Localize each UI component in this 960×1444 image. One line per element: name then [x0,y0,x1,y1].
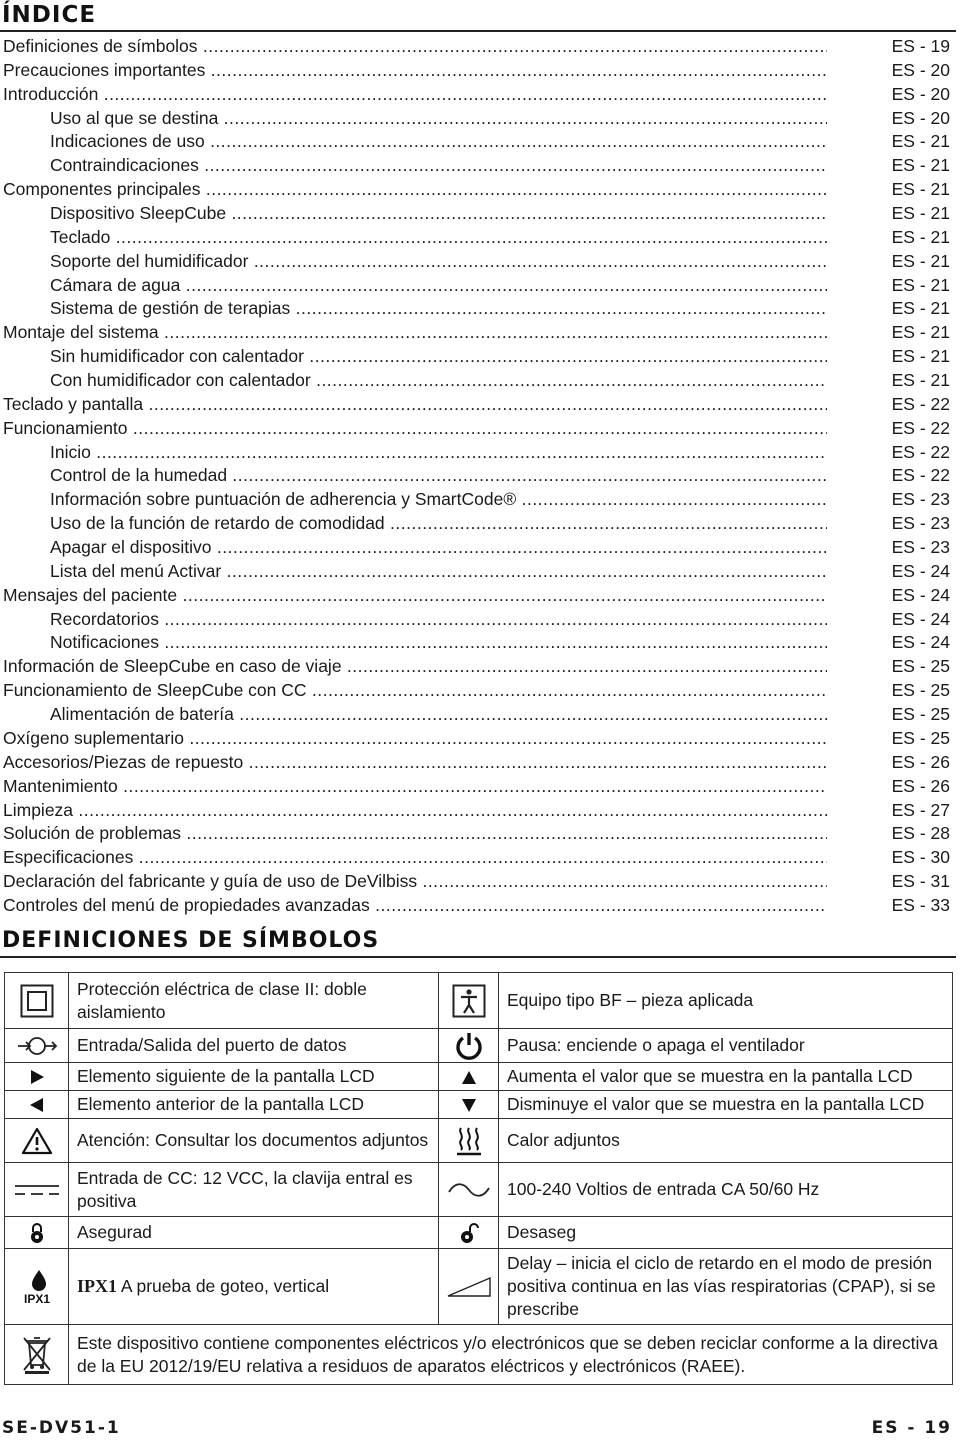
toc-entry [0,83,952,107]
toc-entry-page: ES - 21 [891,322,950,343]
toc-entry [0,178,952,202]
delay-ramp-icon [439,1249,499,1325]
toc-entry [0,870,952,894]
toc-entry-page: ES - 28 [891,823,950,844]
toc-entry-title: Sin humidificador con calentador ..... [50,345,827,369]
symbol-row [5,1217,953,1249]
toc-entry [0,35,952,59]
toc-entry-title: Notificaciones ..... [50,631,827,655]
toc-entry-page: ES - 22 [891,417,950,438]
toc-entry-title: Información sobre puntuación de adherencia y SmartCode® ..... [50,488,827,512]
toc-entry-title: Apagar el dispositivo ..... [50,536,827,560]
toc-entry [0,679,952,703]
toc-entry-page: ES - 20 [891,107,950,128]
toc-entry-page: ES - 21 [891,274,950,295]
toc-entry [0,130,952,154]
toc-entry-page: ES - 20 [891,83,950,104]
toc-entry-title: Uso al que se destina ..... [50,107,827,131]
symbol-description: Aumenta el valor que se muestra en la pantalla LCD [499,1063,953,1091]
data-port-icon [5,1029,69,1063]
toc-entry-page: ES - 21 [891,370,950,391]
toc-entry-page: ES - 20 [891,59,950,80]
toc-entry-title: Soporte del humidificador ..... [50,250,827,274]
toc-entry-title: Contraindicaciones ..... [50,154,827,178]
symbol-description: Delay – inicia el ciclo de retardo en el modo de presión positiva continua en las vías respiratorias (CPAP), si se prescribe [499,1249,953,1325]
toc-entry [0,751,952,775]
symbol-description: Equipo tipo BF – pieza aplicada [499,973,953,1029]
toc-entry-page: ES - 25 [891,727,950,748]
type-bf-person-icon [439,973,499,1029]
toc-entry [0,464,952,488]
toc-entry [0,297,952,321]
toc-entry-title: Uso de la función de retardo de comodidad ..... [50,512,827,536]
toc-entry-title: Limpieza ..... [3,799,827,823]
symbol-description: Atención: Consultar los documentos adjuntos [69,1119,439,1163]
power-icon [439,1029,499,1063]
toc-entry [0,655,952,679]
toc-entry [0,107,952,131]
page-number: ES - 19 [871,1418,952,1438]
toc-entry [0,417,952,441]
symbol-description: Elemento anterior de la pantalla LCD [69,1091,439,1119]
symbol-description: Calor adjuntos [499,1119,953,1163]
heat-icon [439,1119,499,1163]
toc-entry-title: Control de la humedad ..... [50,464,827,488]
toc-entry [0,250,952,274]
ac-wave-icon [439,1163,499,1217]
toc-entry [0,846,952,870]
toc-entry-title: Montaje del sistema ..... [3,321,827,345]
toc-entry-page: ES - 31 [891,871,950,892]
symbol-row [5,1063,953,1091]
symbol-row [5,1029,953,1063]
toc-entry-page: ES - 26 [891,751,950,772]
toc-entry-title: Funcionamiento de SleepCube con CC ..... [3,679,827,703]
toc-entry-page: ES - 25 [891,656,950,677]
toc-entry-page: ES - 26 [891,775,950,796]
symbol-description: Disminuye el valor que se muestra en la pantalla LCD [499,1091,953,1119]
toc-entry [0,894,952,918]
symbol-row-weee [5,1325,953,1385]
toc-entry [0,799,952,823]
ipx1-icon-label: IPX1 [23,1291,50,1306]
toc-entry-page: ES - 21 [891,155,950,176]
ipx1-text: A prueba de goteo, vertical [120,1276,330,1296]
toc-entry-page: ES - 23 [891,537,950,558]
table-of-contents [0,35,952,918]
toc-entry-title: Declaración del fabricante y guía de uso de DeVilbiss ..... [3,870,827,894]
toc-entry-page: ES - 21 [891,226,950,247]
toc-entry [0,703,952,727]
toc-entry-title: Introducción ..... [3,83,827,107]
symbols-heading-rule [0,956,956,958]
toc-entry-page: ES - 23 [891,513,950,534]
symbol-row [5,1119,953,1163]
symbol-row [5,973,953,1029]
symbol-description: Asegurad [69,1217,439,1249]
lock-icon [5,1217,69,1249]
triangle-right-icon [5,1063,69,1091]
toc-entry-title: Inicio ..... [50,441,827,465]
toc-entry-page: ES - 21 [891,346,950,367]
toc-entry-title: Definiciones de símbolos ..... [3,35,827,59]
symbols-heading: DEFINICIONES DE SÍMBOLOS [2,928,380,953]
toc-entry-page: ES - 24 [891,560,950,581]
triangle-down-icon [439,1091,499,1119]
symbol-row [5,1163,953,1217]
toc-entry-page: ES - 27 [891,799,950,820]
symbol-row [5,1249,953,1325]
toc-entry-title: Accesorios/Piezas de repuesto ..... [3,751,827,775]
toc-entry-page: ES - 24 [891,584,950,605]
toc-entry-page: ES - 33 [891,894,950,915]
toc-entry-page: ES - 22 [891,441,950,462]
toc-entry-title: Precauciones importantes ..... [3,59,827,83]
toc-entry [0,631,952,655]
dc-current-icon [5,1163,69,1217]
warning-icon [5,1119,69,1163]
toc-entry-title: Sistema de gestión de terapias ..... [50,297,827,321]
triangle-left-icon [5,1091,69,1119]
toc-entry-title: Solución de problemas ..... [3,822,827,846]
toc-entry [0,369,952,393]
toc-entry [0,608,952,632]
toc-entry [0,488,952,512]
toc-entry-page: ES - 30 [891,847,950,868]
toc-entry-page: ES - 21 [891,298,950,319]
toc-entry-title: Teclado ..... [50,226,827,250]
symbol-description: Entrada de CC: 12 VCC, la clavija entral es positiva [69,1163,439,1217]
document-code: SE-DV51-1 [2,1418,121,1438]
toc-entry-title: Funcionamiento ..... [3,417,827,441]
symbol-description [69,1249,439,1325]
toc-entry-page: ES - 22 [891,393,950,414]
triangle-up-icon [439,1063,499,1091]
toc-entry-title: Información de SleepCube en caso de viaje ..... [3,655,827,679]
symbol-row [5,1091,953,1119]
toc-entry [0,226,952,250]
toc-entry-title: Cámara de agua ..... [50,274,827,298]
toc-entry-title: Controles del menú de propiedades avanzadas ..... [3,894,827,918]
toc-entry-page: ES - 22 [891,465,950,486]
symbol-description: Desaseg [499,1217,953,1249]
toc-entry-title: Indicaciones de uso ..... [50,130,827,154]
toc-entry [0,154,952,178]
toc-entry-title: Lista del menú Activar ..... [50,560,827,584]
toc-entry-page: ES - 23 [891,489,950,510]
toc-entry-title: Mantenimiento ..... [3,775,827,799]
toc-entry [0,536,952,560]
symbol-description: Elemento siguiente de la pantalla LCD [69,1063,439,1091]
toc-entry-title: Con humidificador con calentador ..... [50,369,827,393]
symbol-description: Pausa: enciende o apaga el ventilador [499,1029,953,1063]
symbol-description: Entrada/Salida del puerto de datos [69,1029,439,1063]
toc-entry-title: Mensajes del paciente ..... [3,584,827,608]
toc-entry-page: ES - 21 [891,179,950,200]
class-ii-double-square-icon [5,973,69,1029]
toc-entry-title: Componentes principales ..... [3,178,827,202]
toc-entry-title: Especificaciones ..... [3,846,827,870]
toc-entry [0,822,952,846]
weee-bin-icon [5,1325,69,1385]
toc-entry [0,274,952,298]
symbol-description: Protección eléctrica de clase II: doble aislamiento [69,973,439,1029]
symbol-description: 100-240 Voltios de entrada CA 50/60 Hz [499,1163,953,1217]
toc-entry [0,441,952,465]
toc-entry-title: Recordatorios ..... [50,608,827,632]
toc-entry [0,512,952,536]
toc-heading-rule [0,30,956,32]
ipx1-drop-icon [5,1249,69,1325]
toc-entry-page: ES - 25 [891,680,950,701]
toc-entry [0,584,952,608]
toc-heading: ÍNDICE [2,2,97,28]
toc-entry-title: Oxígeno suplementario ..... [3,727,827,751]
ipx1-code: IPX1 [77,1276,117,1296]
toc-entry-page: ES - 21 [891,131,950,152]
toc-entry [0,345,952,369]
toc-entry [0,727,952,751]
toc-entry-title: Dispositivo SleepCube ..... [50,202,827,226]
toc-entry-page: ES - 24 [891,632,950,653]
toc-entry-title: Alimentación de batería ..... [50,703,827,727]
toc-entry [0,393,952,417]
toc-entry-page: ES - 21 [891,203,950,224]
toc-entry [0,321,952,345]
toc-entry-page: ES - 25 [891,704,950,725]
toc-entry [0,59,952,83]
toc-entry-page: ES - 24 [891,608,950,629]
unlock-icon [439,1217,499,1249]
toc-entry-title: Teclado y pantalla ..... [3,393,827,417]
toc-entry [0,560,952,584]
toc-entry [0,775,952,799]
weee-description: Este dispositivo contiene componentes eléctricos y/o electrónicos que se deben reciclar conforme a la directiva de la EU 2012/19/EU relativa a residuos de aparatos eléctricos y electrónicos (RAEE). [69,1325,953,1385]
toc-entry [0,202,952,226]
symbols-table [4,972,953,1385]
toc-entry-page: ES - 19 [891,36,950,56]
toc-entry-page: ES - 21 [891,250,950,271]
